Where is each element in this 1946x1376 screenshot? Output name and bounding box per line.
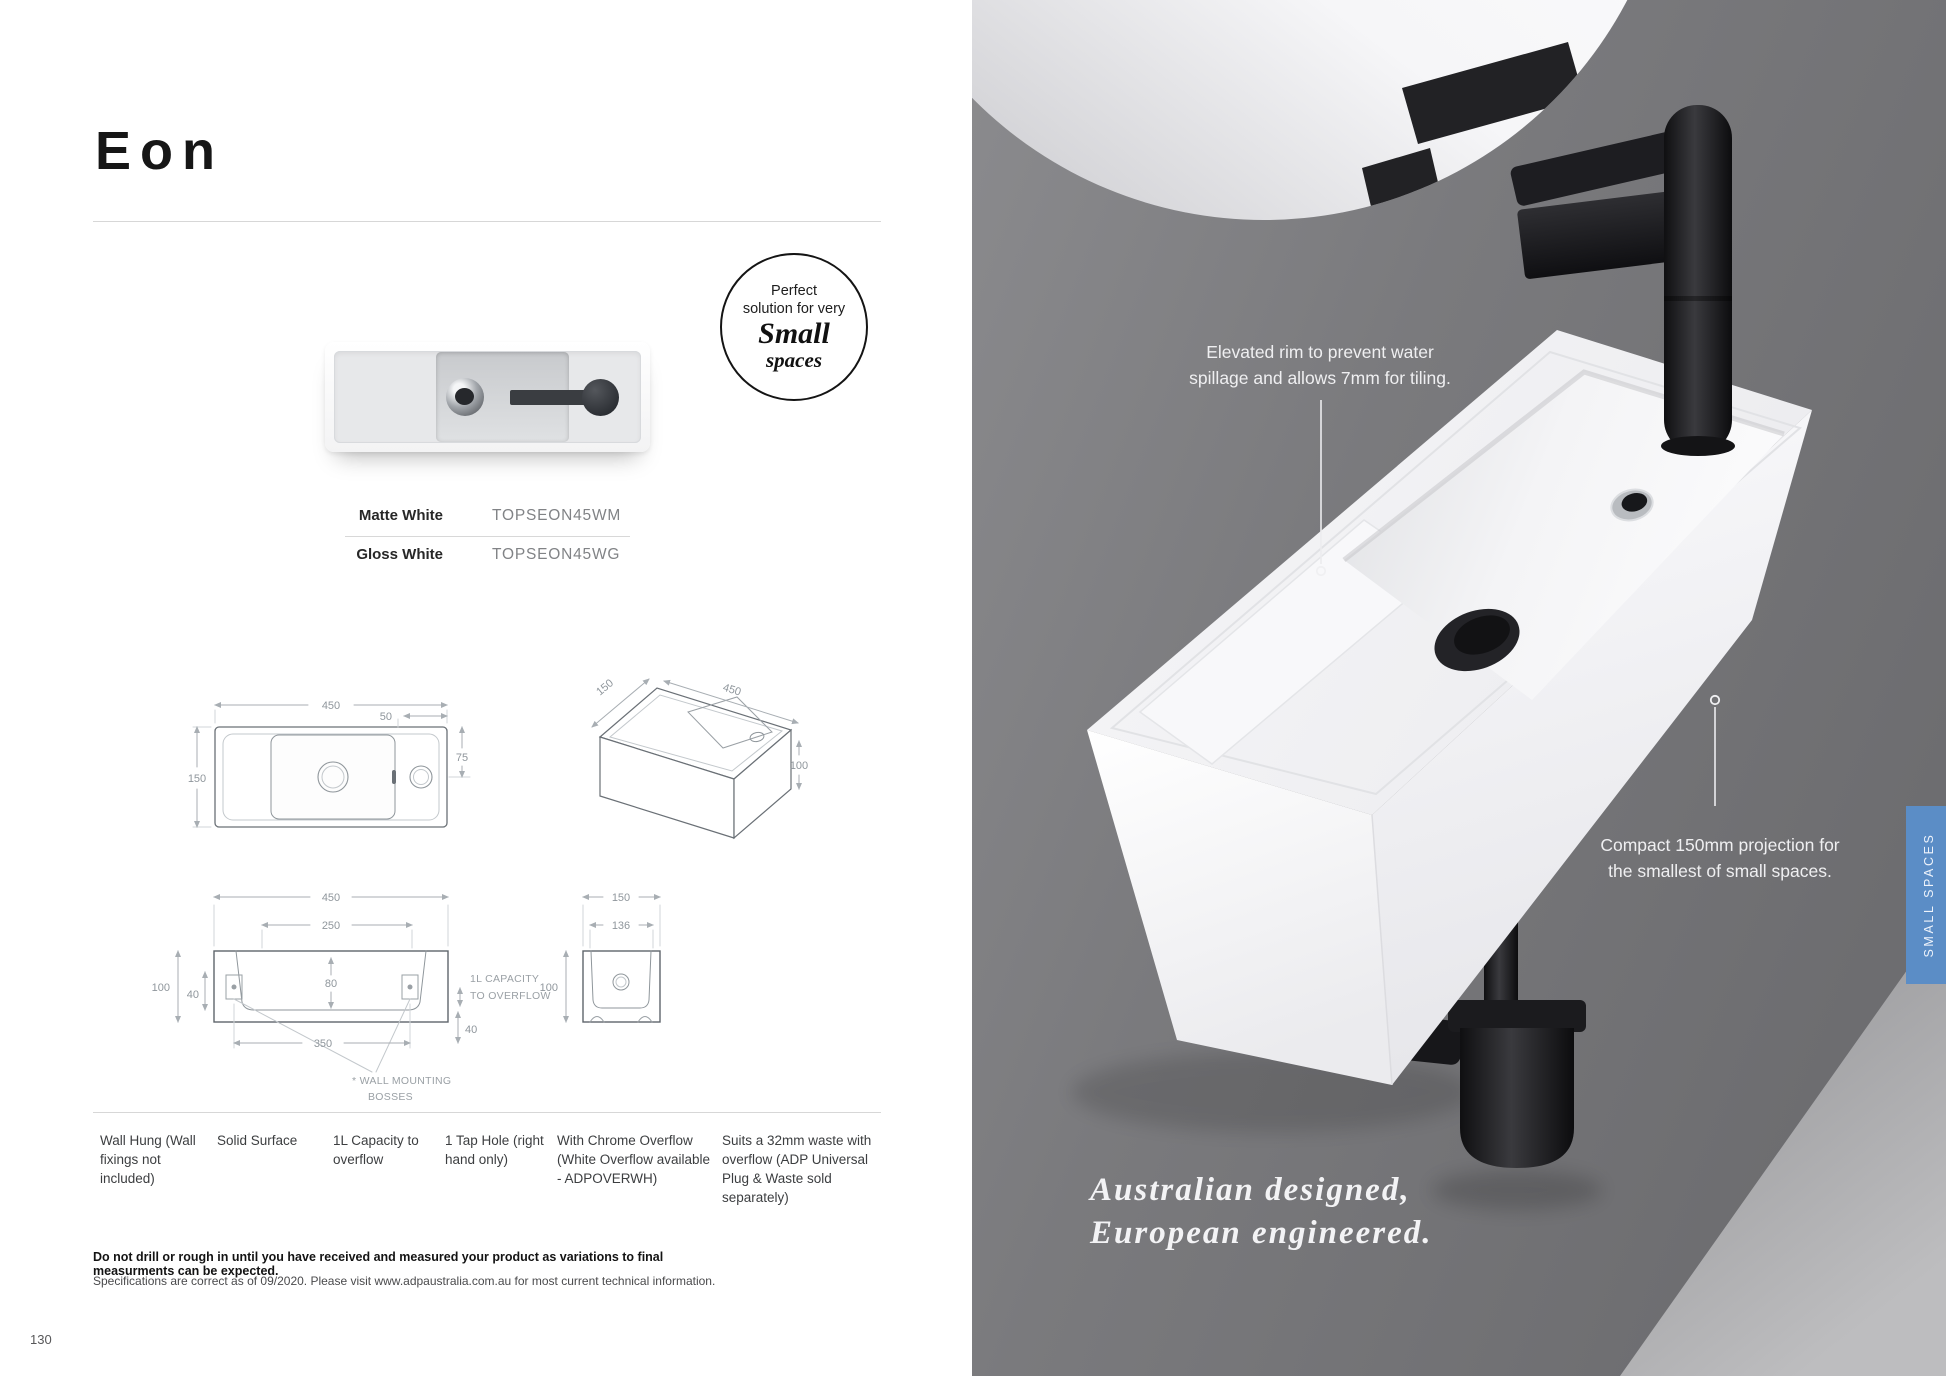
small-spaces-badge [720, 253, 868, 401]
plan-view-drawing [188, 700, 470, 827]
finish-row [345, 498, 630, 537]
callout-text: spillage and allows 7mm for tiling. [1189, 368, 1451, 388]
features-divider [93, 1112, 881, 1113]
disclaimer-bold: Do not drill or rough in until you have received and measured your product as variations to final measurments can be expected. [93, 1250, 664, 1278]
page-number: 130 [30, 1332, 52, 1347]
plan-tap-offset-dim: 50 [379, 711, 392, 723]
trap-shadow [1432, 1170, 1602, 1210]
tagline-line: European engineered. [1090, 1215, 1433, 1251]
section-tab-small-spaces [1906, 806, 1946, 984]
section-tab-label: SMALL SPACES [1922, 832, 1936, 958]
callout-text: Elevated rim to prevent water [1206, 342, 1434, 362]
spec-page [0, 0, 972, 1376]
iso-width-dim: 450 [721, 681, 743, 699]
finish-row [345, 537, 630, 575]
front-offset-left-dim: 40 [186, 989, 199, 1001]
badge-line: Small [758, 316, 830, 350]
page-title: Eon [95, 121, 224, 181]
finish-code: TOPSEON45WG [492, 546, 621, 563]
product-top-view-image [325, 342, 650, 452]
basin-shadow [1072, 1052, 1472, 1132]
feature-item: Solid Surface [217, 1133, 298, 1148]
product-photo [972, 0, 1946, 1376]
callout-text: the smallest of small spaces. [1608, 861, 1832, 881]
feature-item: With Chrome Overflow (White Overflow available - ADPOVERWH) [557, 1133, 711, 1187]
badge-line: solution for very [742, 300, 846, 317]
tap-head [582, 379, 619, 416]
iso-height-dim: 100 [789, 760, 809, 772]
feature-item: Suits a 32mm waste with overflow (ADP Universal Plug & Waste sold separately) [722, 1133, 872, 1206]
plan-width-dim: 450 [321, 700, 341, 712]
iso-depth-dim: 150 [594, 677, 616, 699]
side-bowl-width-dim: 136 [611, 920, 631, 932]
boss-note: BOSSES [368, 1091, 413, 1103]
feature-item: Wall Hung (Wall fixings not included) [100, 1133, 196, 1187]
front-width-dim: 450 [321, 892, 341, 904]
side-width-dim: 150 [611, 892, 631, 904]
title-divider [93, 221, 881, 222]
front-height-dim: 100 [151, 982, 170, 994]
side-height-dim: 100 [539, 982, 558, 994]
front-section-drawing [152, 892, 551, 1103]
tap-base [1661, 436, 1735, 456]
finish-table [345, 498, 630, 575]
finish-label: Gloss White [356, 546, 443, 563]
plan-depth-dim: 150 [187, 773, 207, 785]
tagline-line: Australian designed, [1090, 1172, 1411, 1208]
front-offset-right-dim: 40 [465, 1024, 478, 1036]
front-bowl-width-dim: 250 [321, 920, 341, 932]
tap-body [1664, 105, 1732, 453]
boss-note: * WALL MOUNTING [352, 1075, 452, 1087]
front-bowl-depth-dim: 80 [324, 978, 338, 990]
feature-item: 1 Tap Hole (right hand only) [445, 1133, 544, 1168]
technical-drawings [0, 650, 972, 1120]
feature-item: 1L Capacity to overflow [333, 1133, 419, 1168]
front-boss-spacing-dim: 350 [313, 1038, 333, 1050]
side-section-drawing [540, 892, 660, 1022]
finish-label: Matte White [358, 507, 443, 524]
product-photo-panel [972, 0, 1946, 1376]
waste-hole [455, 388, 474, 405]
plan-bowl-offset-dim: 75 [455, 752, 469, 764]
callout-text: Compact 150mm projection for [1600, 835, 1840, 855]
badge-line: Perfect [771, 282, 817, 299]
isometric-view-drawing [600, 688, 791, 838]
capacity-note: TO OVERFLOW [470, 990, 551, 1002]
badge-line: spaces [766, 348, 822, 373]
disclaimer-note: Specifications are correct as of 09/2020. Please visit www.adpaustralia.com.au for most current technical information. [93, 1274, 716, 1288]
chrome-waste-icon [446, 378, 484, 416]
capacity-note: 1L CAPACITY [470, 973, 540, 985]
finish-code: TOPSEON45WM [492, 507, 622, 524]
